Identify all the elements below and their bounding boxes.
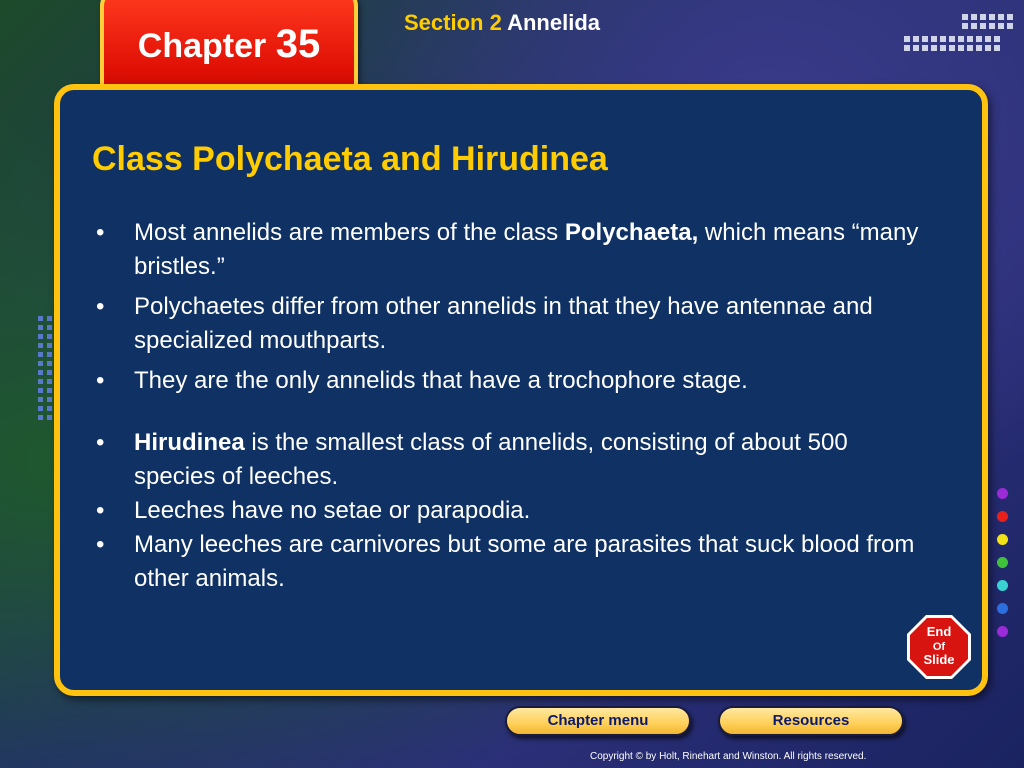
bullet-item [86,290,926,358]
end-slide-line1: End [926,624,952,639]
bullet-text: They are the only annelids that have a trochophore stage. [134,367,748,394]
resources-button[interactable]: Resources [718,706,904,736]
color-dot-column [997,488,1008,649]
bullet-item [86,494,926,528]
end-slide-line3: Slide [923,652,955,667]
chapter-menu-button[interactable]: Chapter menu [505,706,691,736]
color-dot [997,557,1008,568]
chapter-heading [104,22,354,67]
bullet-marker: • [96,497,105,524]
section-topic: Annelida [507,10,601,35]
color-dot [997,626,1008,637]
color-dot [997,511,1008,522]
bullet-item [86,364,926,398]
decorative-dot-grid [904,36,1000,51]
color-dot [997,603,1008,614]
bullet-marker: • [96,367,105,394]
bullet-marker: • [96,429,105,456]
slide-title: Class Polychaeta and Hirudinea [92,140,608,178]
bullet-marker: • [96,531,105,558]
chapter-label: Chapter [137,27,267,65]
bullet-bold-term: Polychaeta, [564,219,699,246]
end-of-slide-button[interactable] [906,614,972,680]
bullet-bold-term: Hirudinea [134,429,245,456]
color-dot [997,488,1008,499]
bullet-list [86,216,926,596]
section-label: Section 2 [404,10,502,35]
content-panel [54,84,988,696]
color-dot [997,534,1008,545]
bullet-item [86,216,926,284]
bullet-text: Many leeches are carnivores but some are parasites that suck blood from other animals. [134,531,915,592]
bullet-item [86,528,926,596]
bullet-text: Leeches have no setae or parapodia. [134,497,531,524]
section-header [404,10,600,36]
decorative-side-dots [38,316,52,420]
bullet-text: Most annelids are members of the class [134,219,565,246]
chapter-number: 35 [275,22,321,66]
end-slide-line2: Of [932,641,946,653]
copyright-notice: Copyright © by Holt, Rinehart and Winston. All rights reserved. [590,751,867,762]
bullet-text: which means “many bristles.” [134,219,919,280]
bullet-marker: • [96,219,105,246]
bullet-marker: • [96,293,105,320]
bullet-text: Polychaetes differ from other annelids in that they have antennae and specialized mouthparts. [134,293,873,354]
color-dot [997,580,1008,591]
bullet-item [86,426,926,494]
decorative-dot-grid [962,14,1013,29]
stop-sign-icon [906,614,972,680]
bullet-text: is the smallest class of annelids, consisting of about 500 species of leeches. [134,429,848,490]
